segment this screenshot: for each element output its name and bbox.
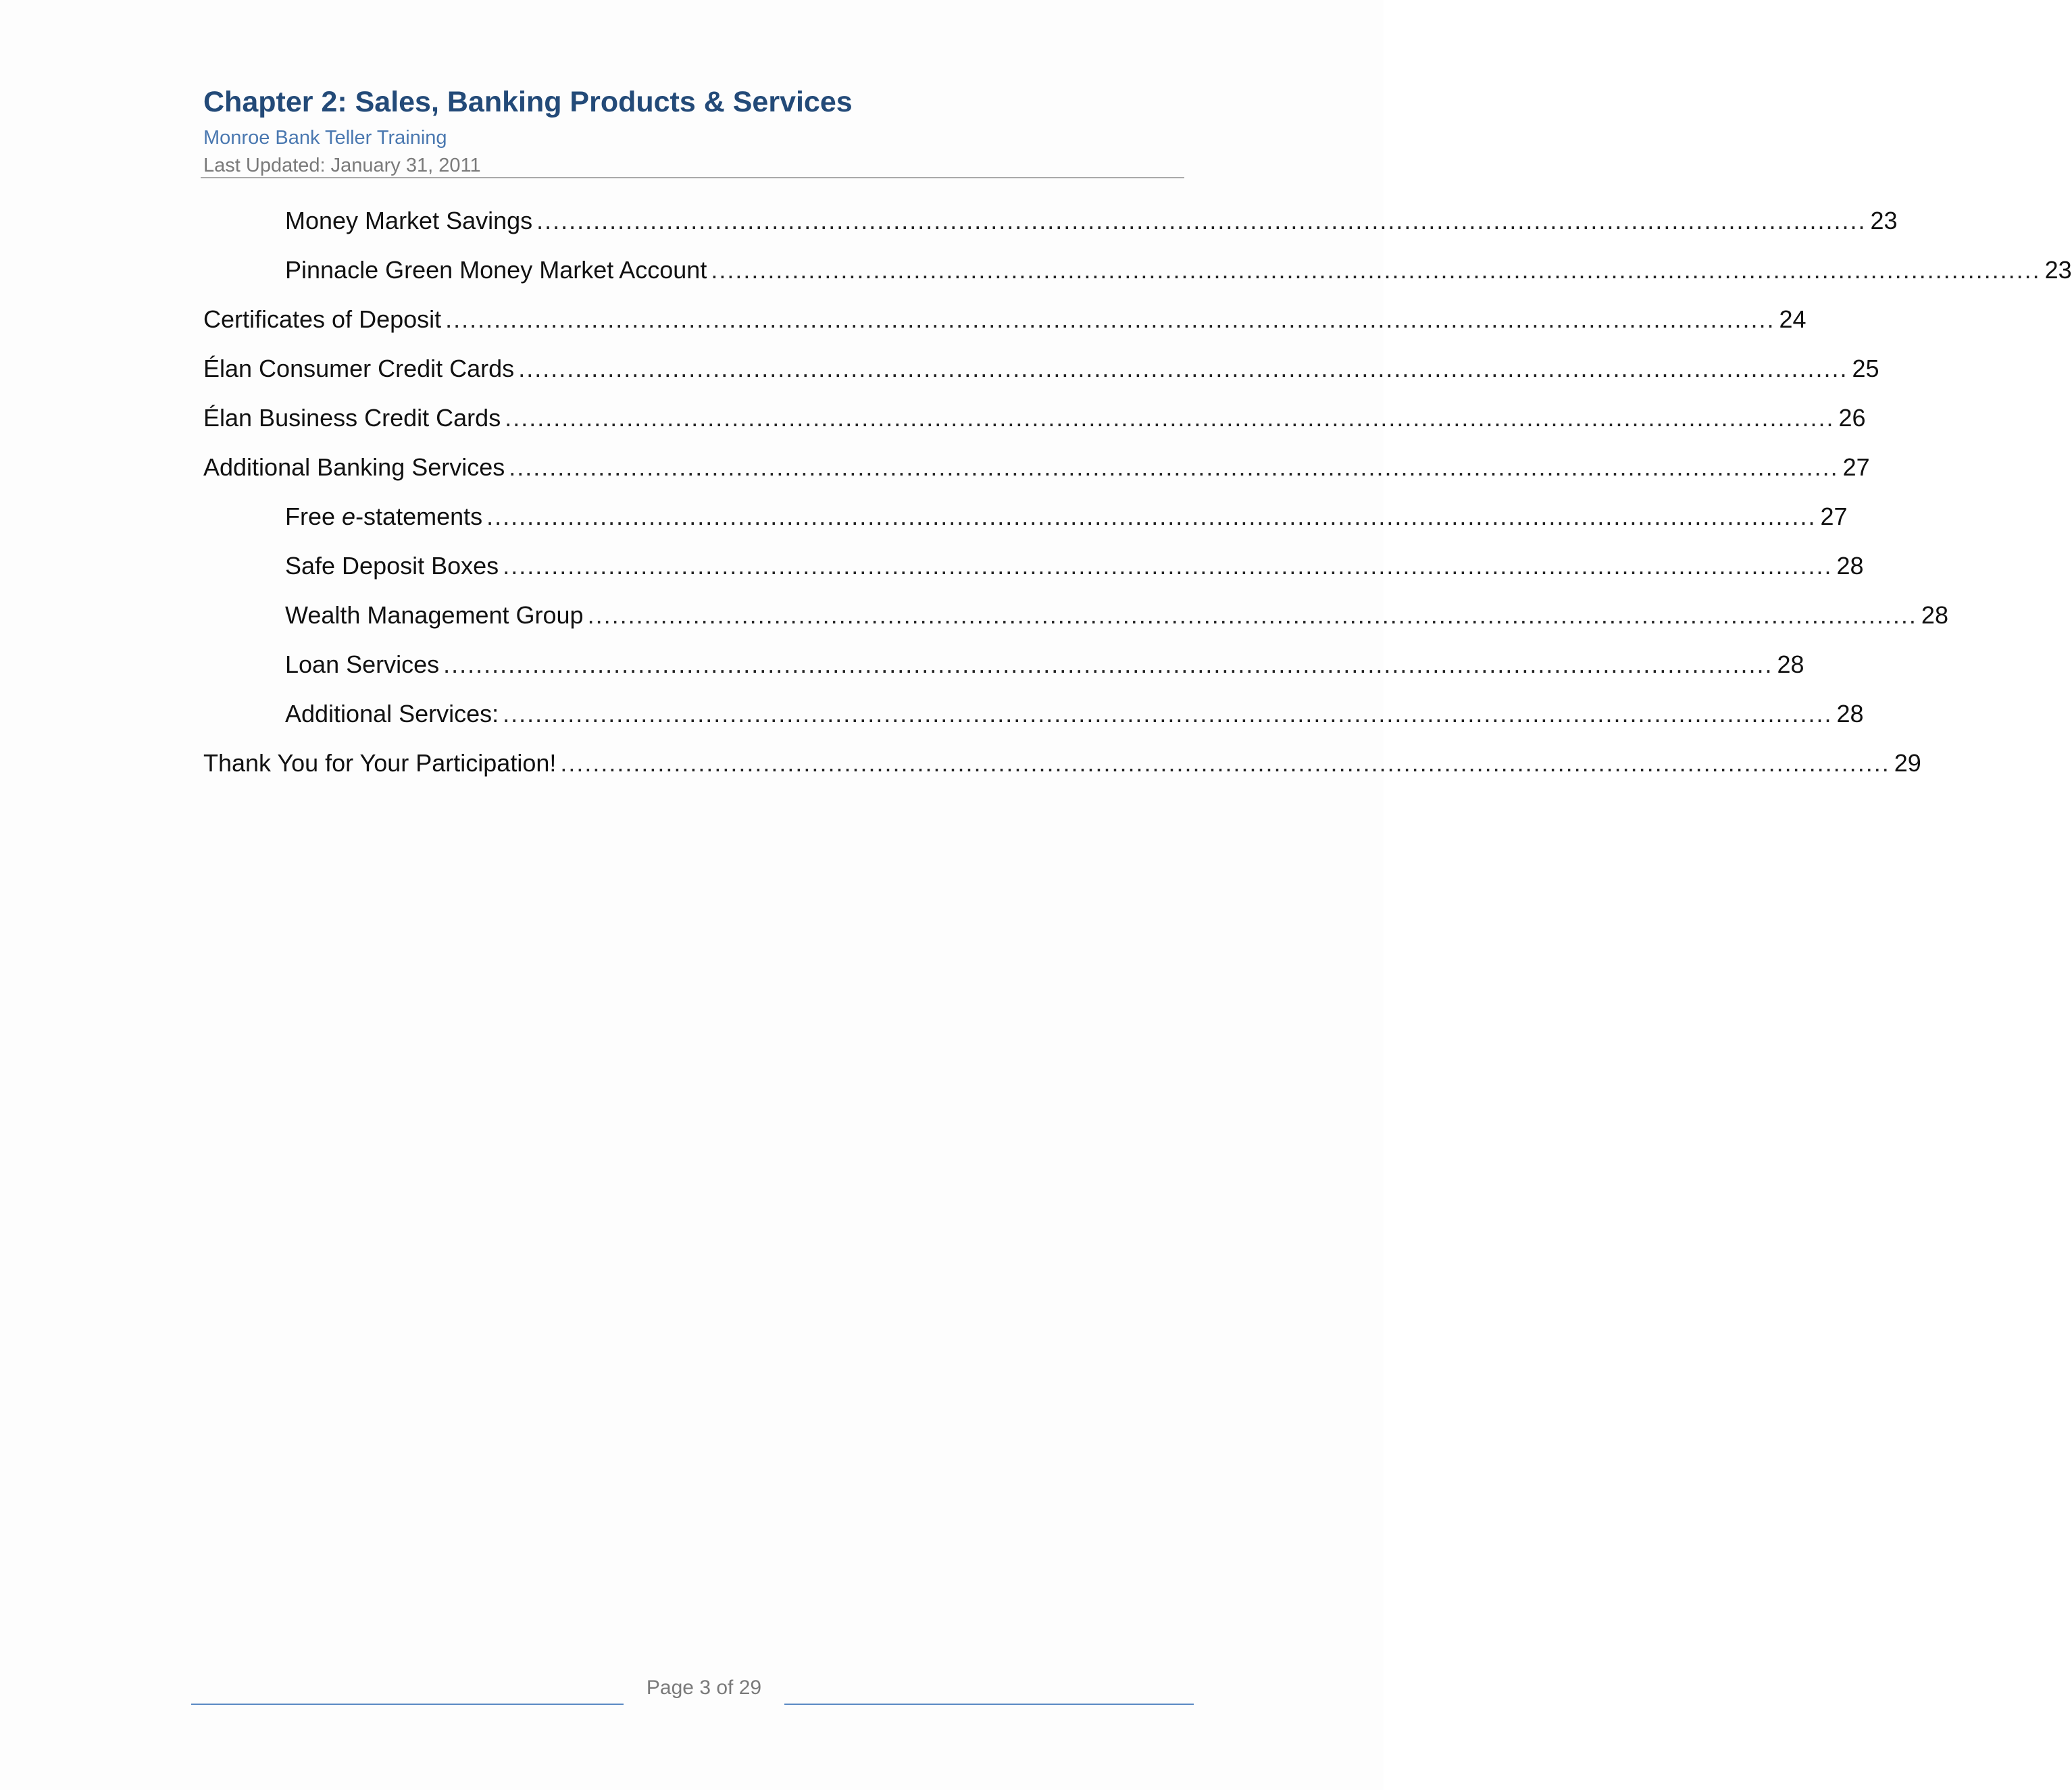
- page-header: [203, 80, 1184, 180]
- toc-entry-page: 25: [1852, 355, 1879, 382]
- toc-entry-page: 29: [1894, 749, 1921, 777]
- toc-dot-leader: ....................................................................................................................................................................: [503, 700, 1833, 727]
- toc-entry-page: 28: [1777, 650, 1804, 678]
- toc-dot-leader: ....................................................................................................................................................................: [509, 453, 1839, 481]
- toc-entry-label: Certificates of Deposit: [203, 305, 442, 333]
- toc-entry-page: 26: [1838, 404, 1866, 432]
- toc-entry-label: Safe Deposit Boxes: [285, 552, 499, 580]
- toc-entry-label: Wealth Management Group: [285, 601, 584, 629]
- toc-entry[interactable]: [203, 696, 1864, 745]
- footer-rule-left: [191, 1704, 624, 1705]
- toc-entry-page: 27: [1820, 503, 1848, 530]
- footer-rule-right: [784, 1704, 1194, 1705]
- toc-entry-page: 23: [1870, 207, 1898, 234]
- toc-entry[interactable]: [203, 646, 1804, 696]
- toc-entry[interactable]: [203, 301, 1806, 351]
- toc-entry[interactable]: [203, 203, 1898, 252]
- toc-dot-leader: ....................................................................................................................................................................: [505, 404, 1835, 432]
- toc-entry-label: Élan Business Credit Cards: [203, 404, 501, 432]
- toc-dot-leader: ....................................................................................................................................................................: [503, 552, 1833, 580]
- toc-entry-page: 24: [1779, 305, 1806, 333]
- table-of-contents: [203, 203, 2072, 794]
- toc-entry-page: 28: [1921, 601, 1948, 629]
- toc-entry-label-prefix: Free: [285, 503, 343, 530]
- toc-entry[interactable]: [203, 400, 1866, 449]
- toc-entry-label: Additional Services:: [285, 700, 499, 727]
- toc-entry-label: Additional Banking Services: [203, 453, 505, 481]
- toc-entry-label: Thank You for Your Participation!: [203, 749, 557, 777]
- toc-entry-label-italic: e: [342, 503, 356, 530]
- page-number: Page 3 of 29: [646, 1677, 762, 1699]
- toc-dot-leader: ....................................................................................................................................................................: [711, 256, 2041, 284]
- toc-entry-page: 27: [1842, 453, 1870, 481]
- toc-entry[interactable]: [203, 498, 1848, 548]
- last-updated-text: Last Updated: January 31, 2011: [203, 155, 481, 176]
- toc-entry[interactable]: [203, 449, 1870, 498]
- header-divider: [201, 177, 1184, 178]
- toc-entry[interactable]: [203, 252, 2072, 301]
- toc-entry-page: 28: [1836, 552, 1864, 580]
- toc-entry[interactable]: [203, 745, 1921, 794]
- toc-entry[interactable]: [203, 548, 1864, 597]
- toc-entry-label: Élan Consumer Credit Cards: [203, 355, 515, 382]
- toc-dot-leader: ....................................................................................................................................................................: [445, 305, 1775, 333]
- page-footer: [191, 1674, 1194, 1708]
- toc-entry[interactable]: [203, 351, 1879, 400]
- chapter-title: Chapter 2: Sales, Banking Products & Services: [203, 86, 853, 118]
- toc-dot-leader: ....................................................................................................................................................................: [560, 749, 1890, 777]
- toc-dot-leader: ....................................................................................................................................................................: [518, 355, 1848, 382]
- toc-dot-leader: ....................................................................................................................................................................: [443, 650, 1773, 678]
- toc-entry-label: [285, 498, 482, 535]
- toc-entry-page: 28: [1836, 700, 1864, 727]
- toc-dot-leader: ....................................................................................................................................................................: [536, 207, 1867, 234]
- toc-entry-label: Money Market Savings: [285, 207, 533, 234]
- toc-dot-leader: ....................................................................................................................................................................: [587, 601, 1917, 629]
- toc-entry[interactable]: [203, 597, 1948, 646]
- toc-entry-label: Loan Services: [285, 650, 440, 678]
- toc-entry-page: 23: [2044, 256, 2072, 284]
- document-subtitle: Monroe Bank Teller Training: [203, 127, 447, 149]
- toc-dot-leader: ....................................................................................................................................................................: [486, 503, 1817, 530]
- toc-entry-label-suffix: -statements: [355, 503, 483, 530]
- toc-entry-label: Pinnacle Green Money Market Account: [285, 256, 707, 284]
